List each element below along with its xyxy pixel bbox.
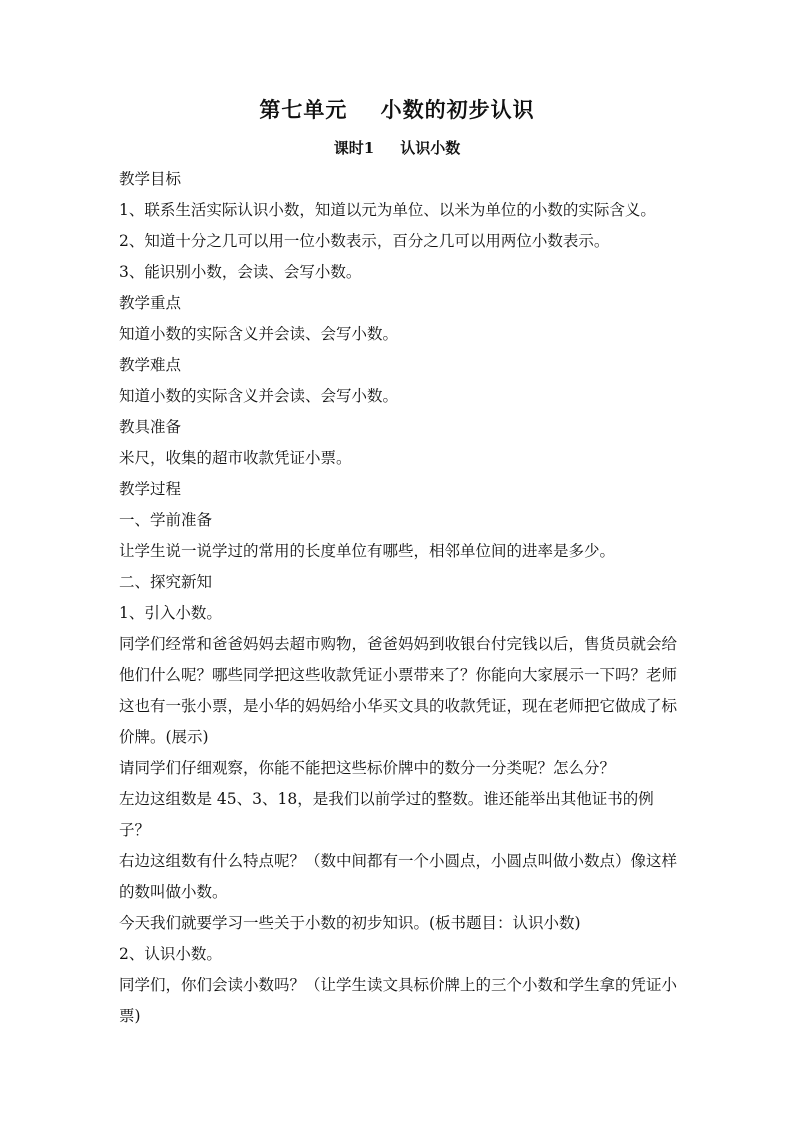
page-title: 第七单元 小数的初步认识 xyxy=(259,97,535,122)
step-heading-preparation: 一、学前准备 xyxy=(119,511,213,529)
lesson-subtitle: 课时1 认识小数 xyxy=(333,139,461,157)
body-paragraph: 今天我们就要学习一些关于小数的初步知识。(板书题目：认识小数) xyxy=(119,914,581,932)
step-heading-explore: 二、探究新知 xyxy=(119,573,213,591)
document-body xyxy=(119,164,679,1032)
body-paragraph: 同学们经常和爸爸妈妈去超市购物，爸爸妈妈到收银台付完钱以后，售货员就会给他们什么呢？哪些同学把这些收款凭证小票带来了？你能向大家展示一下吗？老师这也有一张小票，是小华的妈妈给小华买文具的收款凭证，现在老师把它做成了标价牌。(展示) xyxy=(119,635,678,746)
body-paragraph: 左边这组数是 45、3、18，是我们以前学过的整数。谁还能举出其他证书的例子？ xyxy=(119,790,654,839)
key-points-text: 知道小数的实际含义并会读、会写小数。 xyxy=(119,325,399,343)
substep-introduce-decimals: 1、引入小数。 xyxy=(119,604,222,622)
materials-text: 米尺，收集的超市收款凭证小票。 xyxy=(119,449,352,467)
body-paragraph: 请同学们仔细观察，你能不能把这些标价牌中的数分一分类呢？怎么分？ xyxy=(119,759,616,777)
objective-item-1: 1、联系生活实际认识小数，知道以元为单位、以米为单位的小数的实际含义。 xyxy=(119,201,656,219)
section-heading-difficulties: 教学难点 xyxy=(119,356,182,374)
objective-item-3: 3、能识别小数，会读、会写小数。 xyxy=(119,263,362,281)
preparation-text: 让学生说一说学过的常用的长度单位有哪些，相邻单位间的进率是多少。 xyxy=(119,542,616,560)
section-heading-objectives: 教学目标 xyxy=(119,170,182,188)
section-heading-materials: 教具准备 xyxy=(119,418,182,436)
section-heading-key-points: 教学重点 xyxy=(119,294,182,312)
body-paragraph: 右边这组数有什么特点呢？（数中间都有一个小圆点，小圆点叫做小数点）像这样的数叫做小数。 xyxy=(119,852,678,901)
objective-item-2: 2、知道十分之几可以用一位小数表示，百分之几可以用两位小数表示。 xyxy=(119,232,610,250)
section-heading-process: 教学过程 xyxy=(119,480,182,498)
body-paragraph: 同学们，你们会读小数吗？（让学生读文具标价牌上的三个小数和学生拿的凭证小票) xyxy=(119,976,678,1025)
substep-recognize-decimals: 2、认识小数。 xyxy=(119,945,222,963)
difficulties-text: 知道小数的实际含义并会读、会写小数。 xyxy=(119,387,399,405)
